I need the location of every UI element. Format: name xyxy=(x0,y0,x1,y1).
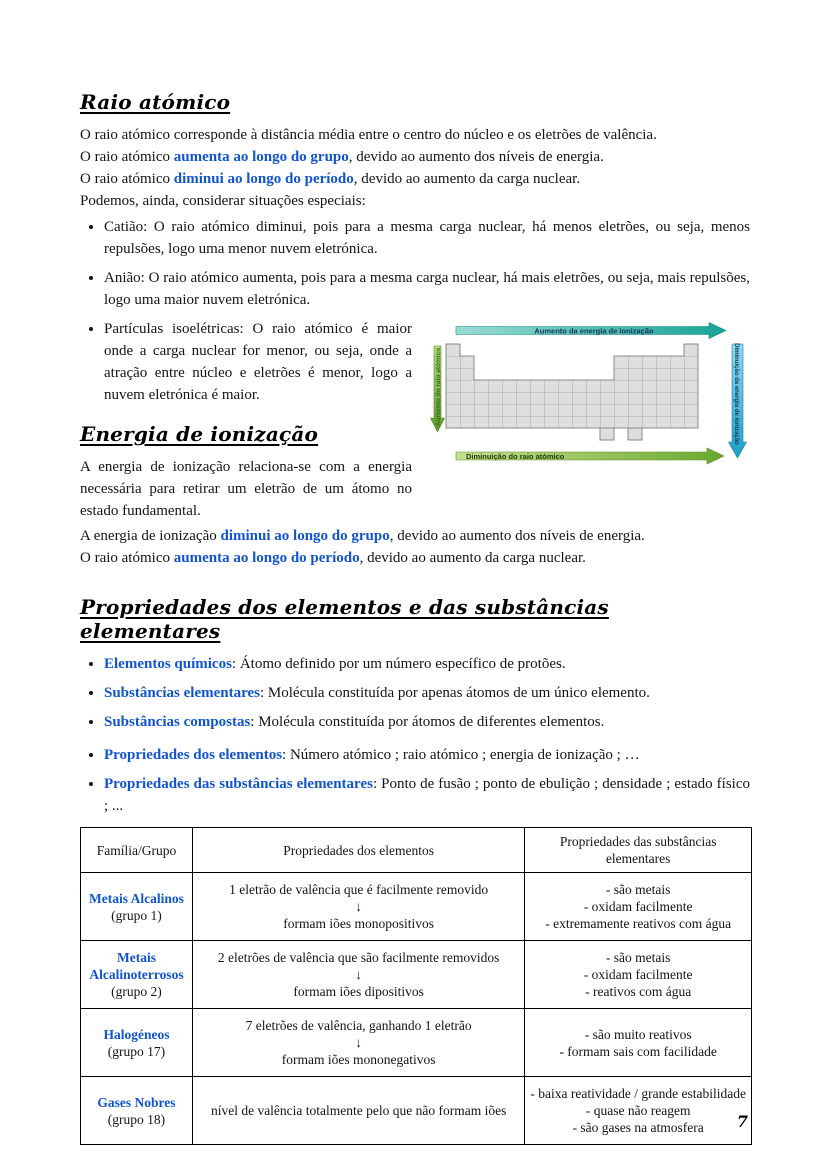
emphasis-blue: diminui ao longo do período xyxy=(173,171,354,187)
arrow-atomic-radius-decrease-icon xyxy=(456,448,724,464)
text-run: O raio atómico xyxy=(80,171,174,187)
diagram-top-label: • Aumento da energia de ionização xyxy=(534,326,654,336)
emphasis-blue: aumenta ao longo do período xyxy=(173,550,360,566)
family-cell xyxy=(81,941,193,1009)
family-name: Metais Alcalinoterrosos xyxy=(89,950,184,982)
cell-line: - extremamente reativos com água xyxy=(545,916,732,931)
term-blue: Elementos químicos xyxy=(104,656,232,672)
family-group: (grupo 1) xyxy=(111,907,162,923)
arrow-atomic-radius-increase-icon xyxy=(431,346,445,432)
cell-line: - quase não reagem xyxy=(585,1103,691,1118)
family-cell xyxy=(81,1077,193,1145)
bullet-elementos-quimicos xyxy=(104,653,750,675)
family-cell xyxy=(81,873,193,941)
text-run: O raio atómico xyxy=(80,550,174,566)
cell-line: - baixa reatividade / grande estabilidade xyxy=(530,1086,746,1101)
cell-line: 1 eletrão de valência que é facilmente removido xyxy=(229,882,489,897)
term-definition: : Número atómico ; raio atómico ; energia de ionização ; … xyxy=(282,747,640,763)
element-families-table xyxy=(80,827,752,1145)
term-definition: : Átomo definido por um número específico de protões. xyxy=(231,656,566,672)
text-run: , devido ao aumento da carga nuclear. xyxy=(353,171,581,187)
term-blue: Propriedades das substâncias elementares xyxy=(104,776,373,792)
heading-energia-ionizacao: Energia de ionização xyxy=(80,422,319,446)
cell-line: - oxidam facilmente xyxy=(583,967,693,982)
family-group: (grupo 17) xyxy=(107,1043,166,1059)
arrow-ionization-energy-decrease-icon xyxy=(729,343,747,458)
substance-properties-cell xyxy=(525,873,752,941)
periodic-trends-diagram xyxy=(426,320,750,470)
table-row xyxy=(81,873,752,941)
diagram-left-label: Aumento do raio atómico xyxy=(435,347,442,427)
bullet-isoeletricas xyxy=(104,318,750,461)
heading-propriedades: Propriedades dos elementos e das substâncias elementares xyxy=(80,595,609,643)
paragraph-line xyxy=(80,547,750,569)
paragraph-line xyxy=(80,190,750,212)
table-row xyxy=(81,1077,752,1145)
header-propriedades-elementos: Propriedades dos elementos xyxy=(192,828,524,873)
bullet-text: Anião: O raio atómico aumenta, pois para a mesma carga nuclear, há mais eletrões, ou seja, mais repulsões, logo uma maior nuvem eletrónica. xyxy=(104,270,750,308)
table-header-row xyxy=(81,828,752,873)
header-familia-grupo: Família/Grupo xyxy=(81,828,193,873)
bullet-text: Catião: O raio atómico diminui, pois para a mesma carga nuclear, há menos eletrões, ou seja, menos repulsões, logo uma menor nuvem eletrónica. xyxy=(104,219,750,257)
term-definition: : Molécula constituída por apenas átomos de um único elemento. xyxy=(259,685,650,701)
element-properties-cell xyxy=(192,941,524,1009)
diagram-bottom-label: Diminuição do raio atómico xyxy=(466,452,565,461)
cell-line: - reativos com água xyxy=(585,984,692,999)
cell-line: ↓ xyxy=(355,1035,363,1050)
substance-properties-cell xyxy=(525,1077,752,1145)
cell-line: nível de valência totalmente pelo que não formam iões xyxy=(210,1103,507,1118)
emphasis-blue: aumenta ao longo do grupo xyxy=(173,149,349,165)
element-properties-cell xyxy=(192,1009,524,1077)
family-name: Halogéneos xyxy=(103,1026,170,1042)
section-raio-atomico xyxy=(80,90,750,461)
cell-line: - são muito reativos xyxy=(584,1026,692,1042)
page-number: 7 xyxy=(736,1112,748,1131)
cell-line: - oxidam facilmente xyxy=(583,899,693,914)
cell-line: - são gases na atmosfera xyxy=(572,1120,704,1135)
element-properties-cell xyxy=(192,873,524,941)
diagram-right-label: Diminuição da energia de ionização xyxy=(733,343,739,445)
text-run: Podemos, ainda, considerar situações especiais: xyxy=(80,193,366,209)
family-group: (grupo 2) xyxy=(111,984,162,999)
bullet-propriedades-substancias xyxy=(104,773,750,817)
text-run: , devido ao aumento da carga nuclear. xyxy=(359,550,586,566)
cell-line: formam iões dipositivos xyxy=(293,984,424,999)
heading-raio-atomico: Raio atómico xyxy=(80,90,231,114)
cell-line: - são metais xyxy=(605,882,671,897)
special-cases-list xyxy=(80,216,750,461)
cell-line: ↓ xyxy=(355,967,363,982)
periodic-trends-diagram-svg xyxy=(426,320,750,470)
family-name: Gases Nobres xyxy=(97,1094,176,1110)
emphasis-blue: diminui ao longo do grupo xyxy=(220,528,390,544)
family-group: (grupo 18) xyxy=(107,1111,166,1127)
arrow-ionization-energy-increase-icon xyxy=(456,323,726,339)
cell-line: formam iões monopositivos xyxy=(283,916,435,931)
text-run: , devido ao aumento dos níveis de energia. xyxy=(348,149,604,165)
family-cell xyxy=(81,1009,193,1077)
bullet-catiao xyxy=(104,216,750,260)
text-run: O raio atómico xyxy=(80,149,174,165)
cell-line: - são metais xyxy=(605,950,671,965)
cell-line: 2 eletrões de valência que são facilmente removidos xyxy=(217,950,500,965)
term-blue: Propriedades dos elementos xyxy=(104,747,283,763)
cell-line: ↓ xyxy=(355,899,363,914)
table-row xyxy=(81,1009,752,1077)
family-name: Metais Alcalinos xyxy=(89,890,184,906)
periodic-table-outline xyxy=(446,344,698,440)
cell-line: 7 eletrões de valência, ganhando 1 eletrão xyxy=(245,1018,472,1033)
term-definition: : Molécula constituída por átomos de diferentes elementos. xyxy=(250,714,605,730)
substance-properties-cell xyxy=(525,1009,752,1077)
bullet-substancias-compostas xyxy=(104,711,750,733)
paragraph-line xyxy=(80,168,750,190)
text-run: A energia de ionização xyxy=(80,528,221,544)
substance-properties-cell xyxy=(525,941,752,1009)
paragraph-line xyxy=(80,525,750,547)
bullet-aniao xyxy=(104,267,750,311)
text-run: , devido ao aumento dos níveis de energia. xyxy=(389,528,645,544)
header-propriedades-substancias: Propriedades das substâncias elementares xyxy=(525,828,752,873)
table-row xyxy=(81,941,752,1009)
text-run: A energia de ionização relaciona-se com a energia necessária para retirar um eletrão de um átomo no estado fundamental. xyxy=(80,459,412,519)
paragraph-line xyxy=(80,146,750,168)
bullet-text: Partículas isoelétricas: O raio atómico é maior onde a carga nuclear for menor, ou seja, onde a atração entre núcleo e eletrões é menor, logo a nuvem eletrónica é maior. xyxy=(104,321,412,403)
cell-line: formam iões mononegativos xyxy=(281,1052,436,1067)
bullet-substancias-elementares xyxy=(104,682,750,704)
term-blue: Substâncias compostas xyxy=(104,714,251,730)
term-blue: Substâncias elementares xyxy=(104,685,260,701)
term-definition: : Ponto de fusão ; ponto de ebulição ; densidade ; estado físico ; ... xyxy=(104,776,751,814)
section-propriedades xyxy=(80,595,750,1145)
element-properties-cell xyxy=(192,1077,524,1145)
definitions-list xyxy=(80,653,750,817)
cell-line: - formam sais com facilidade xyxy=(559,1043,717,1059)
paragraph-line xyxy=(80,124,750,146)
text-run: O raio atómico corresponde à distância média entre o centro do núcleo e os eletrões de valência. xyxy=(80,127,657,143)
bullet-propriedades-elementos xyxy=(104,744,750,766)
